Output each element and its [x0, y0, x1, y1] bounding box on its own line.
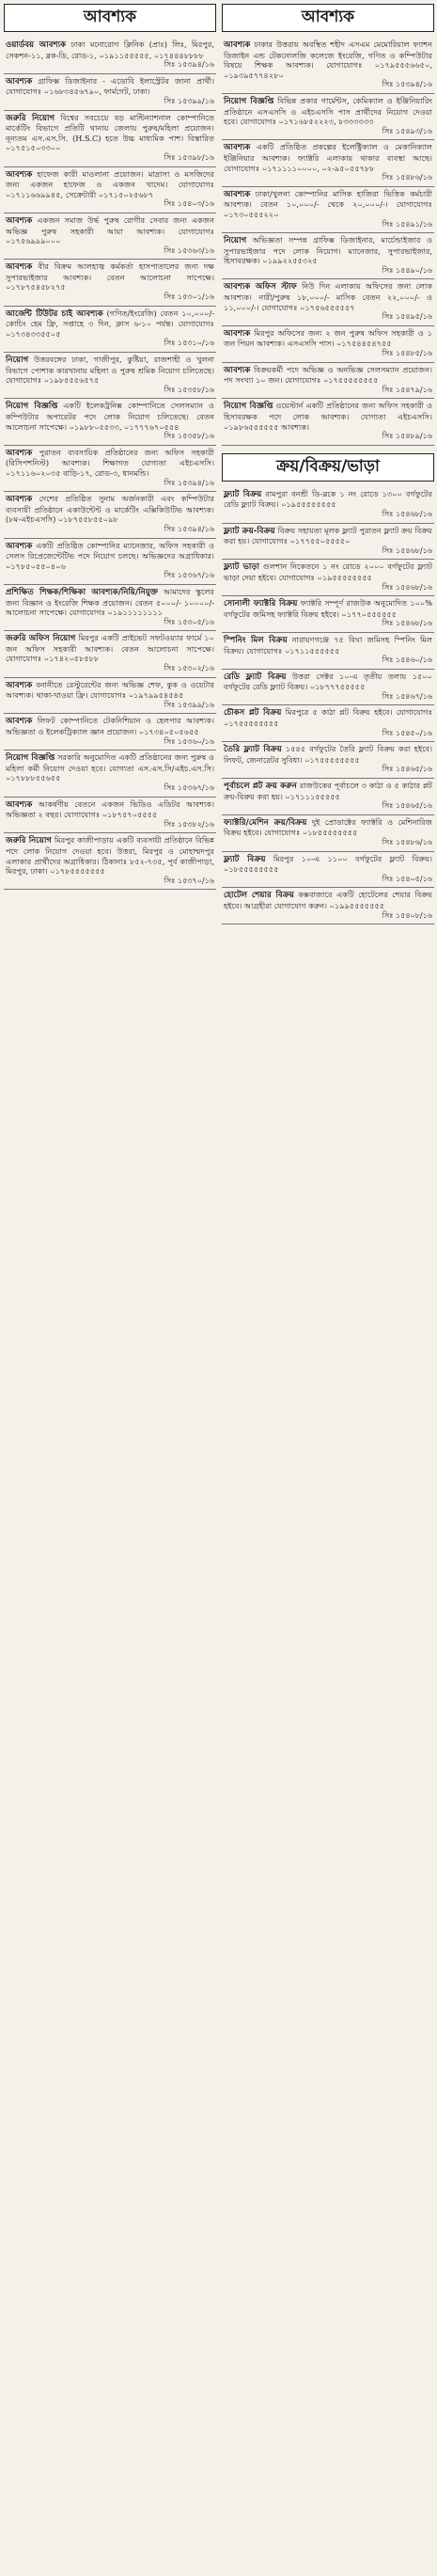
ad-body: মিরপুর একটি প্রাইভেট সফটওয়্যার ফার্মে ১০ জন অফিস সহকারী আবশ্যক। বেতন আলোচনা সাপেক্ষে। যোগাযোগঃ ০১৭৪২০৫৮৫৮৮: [6, 633, 215, 664]
classified-ad: [222, 779, 434, 815]
ad-body: অভিজ্ঞতা সম্পন্ন গ্রাফিক্স ডিজাইনার, মার্চেন্ডাইজার ও সুপারভাইজার পদে লোক নিয়োগ। ম্যানেজার, সুপারভাইজার, হিসাবরক্ষক। ০১৯৯২২৫৫৩২৫: [224, 235, 433, 266]
classified-ad: [4, 631, 216, 677]
ad-title: আবশ্যক: [6, 799, 33, 810]
ad-title: আর্জেন্ট টিউটর চাই আবশ্যক: [6, 308, 103, 319]
ad-body: মিরপুর ১০-এ ১১০০ বর্গফুটের ফ্ল্যাট বিক্রয়। ০১৮৫৫৫৫৫৫৫৫: [224, 853, 432, 875]
ad-title: জরুরি নিয়োগ: [6, 836, 52, 846]
ad-body: (গণিত/ইংরেজি) বেতন ১০,০০০/- কোচিং হেম ফ্রি, সপ্তাহে ৩ দিন, ক্লাস ৬-১০ পর্যন্ত। যোগাযোগঃ ০১৭৩৪৩৩৫৫০৫: [6, 308, 215, 339]
ad-title: আবশ্যক অফিস স্টাফ: [224, 282, 297, 292]
ad-body: বিক্রয় সহায়তা মূলক ফ্ল্যাট পুরাতন ফ্ল্যাট ক্রয় বিক্রয় করা হয়। যোগাযোগঃ ০১৭৭৫৫০৫৫৫৫০: [224, 525, 432, 546]
ad-code: সিঃ ১৫৩৯৪/১৬: [164, 524, 214, 533]
classified-ad: [222, 815, 434, 852]
ad-code: সিঃ ১৫৩০৫/১৬: [164, 617, 214, 626]
ad-title: ফ্যাক্টরি/মেশিন ক্রয়/বিক্রয়: [224, 817, 307, 828]
ad-body: রাজউকের পূর্বাচলে ৩ কাঠা ও ৫ কাঠার প্লট ক্রয়-বিক্রয় করা হয়। ০১৭১১১৫৫৫৫৫: [224, 781, 432, 801]
ad-code: সিঃ ১৫৪৬৭/১৬: [382, 691, 432, 701]
ad-code: সিঃ ১৫৩৯৯/১৬: [164, 96, 214, 105]
ad-body: একটি প্রতিষ্ঠিত প্রকল্পের ইলেক্ট্রিক্যাল ও মেকানিক্যাল ইঞ্জিনিয়ার আবশ্যক। ফ্যাক্টরি এলাকায় থাকার ব্যবস্থা আছে। যোগাযোগঃ ০১৭১১১১০০০০, ০২-৯৫০৫৫৭৮৮: [224, 142, 432, 173]
ad-title: প্রশিক্ষিত শিক্ষক/শিক্ষিকা আবশ্যক/নিয়ি/নিযুক্ত: [6, 587, 159, 597]
classified-ad: [4, 492, 216, 538]
ad-code: সিঃ ১৫৪৬৮/১৬: [382, 545, 432, 555]
ad-code: সিঃ ১৫৪৯৫/১৬: [382, 312, 432, 322]
ad-code: সিঃ ১৫৪৫০/১৬: [382, 728, 432, 737]
ad-title: ফ্ল্যাট ভাড়া: [224, 562, 260, 573]
classified-ad: [222, 140, 434, 186]
ad-code: সিঃ ১৫৪৮৬/১৬: [382, 838, 432, 846]
classified-ad: [4, 751, 216, 797]
ad-code: সিঃ ১৫৩৫৮/১৬: [164, 432, 214, 441]
ad-body: মিরপুর কাজীপাড়ায় একটি ব্যবসায়ী প্রতিষ্ঠানে বিভিন্ন পদে লোক নিয়োগ দেওয়া হবে। উত্তরা, মিরপুর ও মোহাম্মদপুর এলাকার প্রার্থীদের অগ্রাধিকার। ঠিকানাঃ ৮৫২-৭৩৫, পূর্ব কাজীপাড়া, মিরপুর, ঢাকা। ০১৭৮৫৫৫৫৫৫৫: [6, 835, 214, 877]
ad-title: পূর্বাচলে প্লট ক্রয় করুন: [224, 782, 297, 792]
ad-title: ফ্ল্যাট ক্রয়-বিক্রয়: [224, 526, 275, 536]
ad-body: ঢাকা মনোরোগ ক্লিনিক (প্রাঃ) লিঃ, মিরপুর, সেকশন-১১, ব্লক-ডি, রোড-১, ০১৯১১৫৫৫৫৫, ০১৭৪৪৪৮৮৮৮: [6, 40, 214, 60]
section-header-buy-sell-rent: ক্রয়/বিক্রয়/ভাড়া: [222, 453, 434, 482]
classified-ad: [222, 233, 434, 279]
ad-body: গ্রাফিক্স ডিজাইনার - এডোবি ইলাস্ট্রেটর জানা প্রার্থী। যোগাযোগঃ ০১৬৮৩৪৫৬৭৯০, ফার্মগেট, ঢাকা।: [6, 75, 214, 97]
ad-code: সিঃ ১৫৪৯১/১৬: [382, 219, 432, 229]
classified-ad: [4, 111, 216, 167]
classified-ad: [4, 353, 216, 399]
ad-body: উত্তরবঙ্গের ঢাকা, গাজীপুর, কুষ্টিয়া, রাজশাহী ও খুলনা বিভাগে পোশাক কারখানায় মহিলা ও পুরুষ শ্রমিক নিয়োগ চলিতেছে। যোগাযোগঃ ০১৯৮৫৫৫৬৫৭৫: [6, 355, 214, 386]
ad-title: আবশ্যক: [6, 717, 33, 727]
ad-body: আকর্ষণীয় বেতনে একজন ভিডিও এডিটর আবশ্যক। অভিজ্ঞতা ২ বছর। যোগাযোগঃ ০১৮৭৫৭০৫৫৫৫: [6, 798, 214, 820]
classified-ad: [222, 187, 434, 233]
ad-body: মিরপুর অফিসের জন্য ২ জন পুরুষ অফিস সহকারী ও ১ জন পিয়ন আবশ্যক। এসএসসি পাস। ০১৭৫৪৪৫৪৭৫৫: [224, 327, 432, 349]
classified-ad: [222, 326, 434, 363]
ad-body: আমাদের স্কুলের জন্য বিজ্ঞান ও ইংরেজি শিক্ষক প্রয়োজন। বেতন ৫০০০/- ১০০০০/- আলোচনা সাপেক্ষে। যোগাযোগঃ ০১৯১১১১১১১১: [6, 586, 214, 618]
classified-ad: [222, 487, 434, 524]
ad-title: আবশ্যক: [6, 495, 33, 505]
ad-code: সিঃ ১৫৩৯৯/১৬: [164, 700, 214, 709]
ad-code: সিঃ ১৫৩১০/১৬: [164, 339, 214, 348]
ad-body: হাফেজ কারী মাওলানা প্রয়োজন। মাদ্রাসা ও মসজিদের জন্য একজন হাফেজ ও একজন খাদেম। যোগাযোগঃ ০১৭১১৬৬৯৯৪৫, সেক্রেটারী ০১৭১৫০২৫৬৮৭: [6, 168, 214, 199]
ad-body: একটি ইলেকট্রনিক্স কোম্পানিতে সেলসম্যান ও কম্পিউটার অপারেটর পদে লোক নিয়োগ চলিতেছে। বেতন আলোচনা সাপেক্ষে। ০১৯৮৮০৫৫৩৩, ০১৭৭৭৬৭০৫৫৪: [6, 401, 214, 432]
classified-ad: [222, 705, 434, 742]
ad-body: নিউ দিন এলাকায় অফিসের জন্য লোক আবশ্যক। নারী/পুরুষ ১৮,০০০/- মাসিক বেতন ২২,০০০/- ও ১১,০০০/-। যোগাযোগঃ ০১৭৫৬৫৫৫৫৫৭: [224, 281, 433, 312]
ad-title: নিয়োগ বিজ্ঞপ্তি: [224, 402, 273, 412]
classified-ad: [4, 399, 216, 445]
ad-code: সিঃ ১৫৩৬৭/১৬: [164, 783, 214, 792]
ad-code: সিঃ ১৫৩০১/১৬: [164, 292, 214, 302]
ad-code: সিঃ ১৫৩৯৪/১৬: [164, 60, 214, 70]
ad-title: চৌকস প্লট বিক্রয়: [224, 708, 282, 719]
ad-title: সোনালী ফ্যাক্টরি বিক্রয়: [224, 599, 298, 609]
ad-body: উত্তরা সেক্টর ১০-এ তৃতীয় তলায় ১৫০০ বর্গফুটের রেডি ফ্ল্যাট বিক্রয়। ০১৮৭৭৭৫৫৫৫৫: [224, 671, 432, 692]
ad-title: স্পিনিং মিল বিক্রয়: [224, 635, 288, 645]
ad-code: সিঃ ১৫৪৬০/১৬: [382, 656, 432, 665]
classified-ad: [222, 279, 434, 325]
ad-body: রামপুরা বনশ্রী ডি-ব্লকে ১ নং রোডে ১৩০০ বর্গফুটের রেডি ফ্ল্যাট বিক্রয়। ০১৯৫৫৫৫৫৫৫৫: [224, 488, 432, 510]
ad-title: আবশ্যক: [6, 541, 33, 551]
classified-ad: [4, 833, 216, 890]
ad-code: সিঃ ১৫৪০৮/১৬: [382, 910, 432, 920]
left-column: [4, 0, 216, 890]
section-header-jobs-right: আবশ্যক: [222, 4, 434, 32]
ad-title: ফ্ল্যাট বিক্রয়: [224, 854, 266, 864]
ad-title: নিয়োগ: [6, 356, 29, 366]
ad-body: পুরাতন ব্যবসায়িক প্রতিষ্ঠানের জন্য অফিস সহকারী (রিসিপশনিস্ট) আবশ্যক। শিক্ষাগত যোগ্যতা এইচএসসি। ০১৭১১৬০২০৩৫ বাড়ি-১৭, রোড-৩, ধানমন্ডি।: [6, 447, 214, 478]
classified-ad: [222, 596, 434, 633]
ad-body: ঢাকা/খুলনা কোম্পানির মাসিক হাজিরা ভিত্তিক কর্মচারী আবশ্যক। বেতন ১০,০০০/- থেকে ২০,০০০/-। যোগাযোগঃ ০১৭৩০৫৫৫২২০: [224, 188, 432, 219]
classified-ad: [222, 670, 434, 706]
ad-title: আবশ্যক: [224, 143, 251, 153]
ad-title: নিয়োগ: [224, 236, 247, 246]
ad-code: সিঃ ১৫৪৭৯/১৬: [382, 385, 432, 394]
ad-title: আবশ্যক: [224, 189, 251, 199]
ad-body: দেশের প্রতিষ্ঠিত সুনাম অর্জনকারী এবং কম্পিউটার ব্যবসায়ী প্রতিষ্ঠানে একাউন্টেন্ট ও মার্কেটিং এক্সিকিউটিভ আবশ্যক। (৮ম-এইচএসসি) ০১৮৭৫৫৮৫৫০৯৮: [6, 494, 214, 525]
classified-ad: [222, 38, 434, 94]
ad-list: [4, 38, 216, 890]
classified-ad: [4, 714, 216, 751]
right-column: [222, 0, 434, 925]
ad-code: সিঃ ১৫৪৬৮/১৬: [382, 582, 432, 592]
ad-body: মিরপুরে ৫ কাঠা প্লট বিক্রয় হইবে। যোগাযোগঃ ০১৭৫৫৫৫৫৫৫৫: [224, 707, 432, 729]
ad-code: সিঃ ১৫৩৭০/১৬: [164, 876, 214, 885]
classified-ad: [4, 539, 216, 585]
classified-ad: [222, 633, 434, 670]
ad-title: আবশ্যক: [6, 448, 33, 458]
ad-code: সিঃ ১৫৩৯৪/১৬: [382, 80, 432, 89]
classified-ad: [4, 798, 216, 834]
classified-ad: [222, 94, 434, 140]
ad-code: সিঃ ১৫৩০২/১৬: [164, 664, 214, 673]
classified-ad: [4, 307, 216, 353]
ad-code: সিঃ ১৫৪৬৫/১৬: [382, 765, 432, 774]
ad-list: [222, 38, 434, 446]
classified-ad: [222, 363, 434, 400]
ad-body: কক্সবাজারে একটি হোটেলের শেয়ার বিক্রয় হইবে। আগ্রহীরা যোগাযোগ করুন। ০১৯৯৫৫৫৫৫৫৫: [224, 890, 432, 910]
ad-body: ফ্যাক্টরি সম্পূর্ণ রাজউক অনুমোদিত ১০০% বর্গফুটের জমিসহ ফ্যাক্টরি বিক্রয় হইবে। ০১৭৭০৫৫৫৫৫৫: [224, 598, 432, 619]
ad-body: লিফট কোম্পানিতে টেকনিশিয়ান ও হেলপার আবশ্যক। অভিজ্ঞতা ও ইলেকট্রিক্যাল জ্ঞান প্রয়োজন। ০১৭৩৪০৫০৫৬৫৫: [6, 716, 214, 737]
ad-code: সিঃ ১৫৩৯৮/১৬: [164, 152, 214, 162]
ad-body: ঢাকার উত্তরায় অবস্থিত শহীদ এসএম মেমোরিয়াল ফ্যাশন ডিজাইন এন্ড টেকনোলজি কলেজে ইংরেজি, গণিত ও কম্পিউটার বিষয়ে শিক্ষক আবশ্যক। যোগাযোগঃ ০১৭৯৫৫৫৬৬৫০, ০১৯৩৯৫৭৭৪২৮০: [224, 40, 432, 80]
ad-code: সিঃ ১৫৪৮৬/১৬: [382, 173, 432, 182]
ad-title: রেডি ফ্ল্যাট বিক্রয়: [224, 672, 287, 682]
ad-body: দুই প্রোডাক্টের ফ্যাক্টরি ও মেশিনারিজ বিক্রয় হইবে। যোগাযোগঃ ০১৮৫৫৫৫৫৫৫৫: [224, 816, 432, 838]
ad-code: সিঃ ১৫৪০৫/১৬: [382, 874, 432, 883]
classified-ad: [4, 167, 216, 213]
ad-body: বনানীতে রেস্টুরেন্টের জন্য অভিজ্ঞ শেফ, কুক ও ওয়েটার আবশ্যক। থাকা-খাওয়া ফ্রি। যোগাযোগঃ ০১৯৭৯৯৫৪৫৪৫: [6, 679, 215, 701]
classified-ad: [222, 852, 434, 889]
ad-code: সিঃ ১৫৪৯৩/১৬: [382, 126, 432, 135]
ad-body: বিশ্বের সবচেয়ে বড় মাল্টিন্যাশনাল কোম্পানিতে মার্কেটিং বিভাগে প্রতিটি থানায় জেলায় পুরুষ/মহিলা প্রয়োজন। নূন্যতম এস.এস.সি. (H.S.C) হতে উচ্চ মাধ্যমিক পাশ। বিস্তারিত ০১৭৫১৫০৩৩০০: [6, 112, 215, 153]
classified-ad: [4, 585, 216, 631]
ad-code: সিঃ ১৫৪৮৫/১৬: [382, 349, 432, 358]
classified-ad: [4, 38, 216, 74]
ad-code: সিঃ ১৫৪৬৮/১৬: [382, 509, 432, 518]
ad-code: সিঃ ১৫৩৮২/১৬: [164, 819, 214, 829]
ad-code: সিঃ ১৫৩৯৪/১৬: [164, 478, 214, 487]
ad-code: সিঃ ১৫৩৬০/১৬: [164, 736, 214, 746]
ad-title: ফ্ল্যাট বিক্রয়: [224, 489, 262, 499]
ad-title: আবশ্যক: [6, 169, 33, 180]
ad-title: নিয়োগ বিজ্ঞপ্তি: [6, 402, 58, 412]
ad-title: নিয়োগ বিজ্ঞপ্তি: [224, 96, 274, 106]
classified-ad: [222, 888, 434, 925]
classified-ad: [4, 213, 216, 260]
ad-body: ১৫৪৫ বর্গফুটের তৈরি ফ্ল্যাট বিক্রয় করা হইবে। লিফট, জেনারেটর সুবিধা। ০১৭৫৫৫৫৫৫৫৫: [224, 744, 432, 765]
ad-title: আবশ্যক: [224, 328, 251, 339]
classified-ad: [4, 260, 216, 306]
ad-code: সিঃ ১৫৪৮৯/১৬: [382, 432, 432, 441]
ad-code: সিঃ ১৫৩৫৮/১৬: [164, 385, 214, 394]
ad-code: সিঃ ১৫৪০৩/১৬: [164, 199, 214, 209]
ad-title: জরুরি নিয়োগ: [6, 113, 55, 123]
classified-ad: [222, 742, 434, 779]
ad-body: বিভিন্ন প্রকার গার্মেন্টস, কেমিক্যাল ও ইঞ্জিনিয়ারিং প্রতিষ্ঠানে এসএসসি ও এইচএসসি পাস প্রার্থীদের নিয়োগ দেওয়া হবে। যোগাযোগঃ ০১৭১৬৮৫২২২৩, ৮৩৩৩৩৩৩: [224, 95, 432, 127]
ad-list: [222, 487, 434, 925]
ad-title: তৈরি ফ্ল্যাট বিক্রয়: [224, 745, 282, 755]
ad-body: গুলশান নিকেতনে ১ নং রোডে ২০০০ বর্গফুটের ফ্ল্যাট ভাড়া দেয়া হইবে। যোগাযোগঃ ০১৯৫৫৫৫৫৫৫৫: [224, 561, 432, 582]
ad-title: হোটেল শেয়ার বিক্রয়: [224, 891, 294, 901]
ad-code: সিঃ ১৫৪৯০/১৬: [382, 265, 432, 275]
ad-body: নারায়ণগঞ্জে ৭৫ বিঘা জমিসহ স্পিনিং মিল বিক্রয়। যোগাযোগঃ ০১৭১১৫৫৫৫৫৫: [224, 634, 432, 656]
ad-body: বিক্রয়কর্মী পদে অভিজ্ঞ ও অনভিজ্ঞ সেলসম্যান প্রয়োজন। পদ সংখ্যা ১০ জন। যোগাযোগঃ ০১৭৫৫৫৫৫৫৫৫: [224, 364, 432, 386]
ad-body: ওয়েস্টার্ন একটি প্রতিষ্ঠানের জন্য অফিস সহকারী ও হিসাবরক্ষক পদে লোক আবশ্যক। যোগ্যতা এইচএসসি। ০১৯৮৬৫৫৫৫৫৫ আবশ্যক।: [224, 401, 432, 432]
ad-body: একজন সমাজ উর্দ্ধ পুরুষ রোগীর সেবার জন্য একজন অভিজ্ঞ পুরুষ সহকারী আয়া আবশ্যক। যোগাযোগঃ ০১৭৫৬৯৯৯০০০: [6, 214, 214, 246]
ad-title: ওয়ার্ডবয় আবশ্যক: [6, 40, 67, 50]
ad-title: আবশ্যক: [6, 76, 33, 87]
classified-ad: [222, 524, 434, 561]
ad-title: আবশ্যক: [6, 262, 33, 273]
ad-body: সরকারি অনুমোদিত একটি প্রতিষ্ঠানের জন্য পুরুষ ও মহিলা কর্মী নিয়োগ দেওয়া হবে। যোগ্যতা এস.এস.সি/এইচ.এস.সি। ০১৭৮৮৮৫৫৬৫৫: [6, 752, 214, 783]
classified-ad: [4, 446, 216, 492]
ad-title: আবশ্যক: [224, 365, 251, 375]
ad-title: নিয়োগ বিজ্ঞপ্তি: [6, 753, 55, 764]
classified-ad: [222, 560, 434, 596]
section-header-jobs-left: আবশ্যক: [4, 4, 216, 32]
ad-body: বীর বিক্রম আলহাজ্ব কর্মকর্তা হাসপাতালের জন্য দক্ষ সুপারভাইজার আবশ্যক। বেতন আলোচনা সাপেক্ষে। ০১৭৮৭৫৪৫৮২৭৫: [6, 261, 214, 292]
ad-title: আবশ্যক: [6, 215, 33, 226]
ad-code: সিঃ ১৫৪৬৫/১৬: [382, 801, 432, 811]
ad-body: একটি প্রতিষ্ঠিত কোম্পানির ম্যানেজার, অফিস সহকারী ও সেলস রিপ্রেজেন্টেটিভ পদে নিয়োগ চলছে। অভিজ্ঞদের অগ্রাধিকার। ০১৭৮৫০৫৫০৪০৬: [6, 540, 214, 571]
ad-code: সিঃ ১৫৩৬৭/১৬: [164, 571, 214, 580]
ad-title: আবশ্যক: [6, 680, 33, 690]
ad-title: জরুরি অফিস নিয়োগ: [6, 634, 76, 644]
ad-title: আবশ্যক: [224, 40, 251, 50]
ad-code: সিঃ ১৫৪৬৮/১৬: [382, 619, 432, 628]
classified-ad: [4, 74, 216, 111]
ad-code: সিঃ ১৫৩৬৩/১৬: [164, 245, 214, 255]
classified-ad: [222, 399, 434, 445]
classified-ad: [4, 678, 216, 715]
